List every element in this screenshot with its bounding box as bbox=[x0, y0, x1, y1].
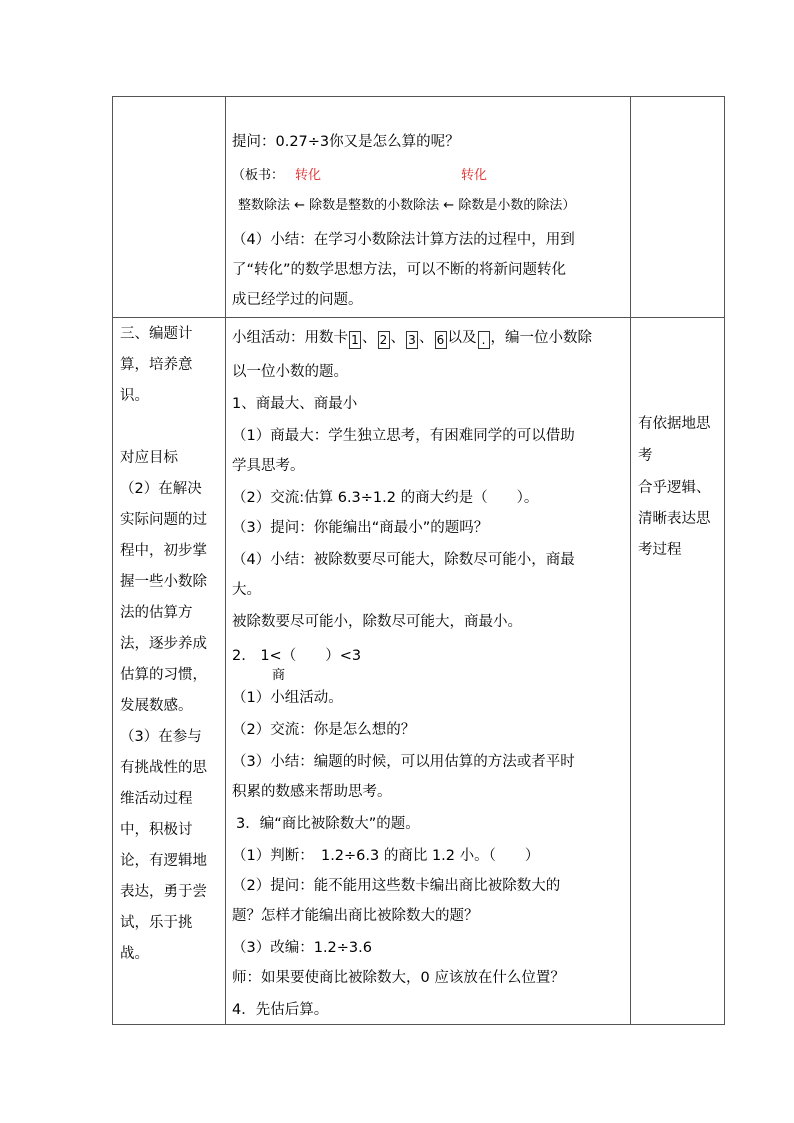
objective-line: 三、编题计 bbox=[120, 326, 193, 342]
objective-line: 中，积极讨 bbox=[120, 822, 193, 838]
objective-line: 维活动过程 bbox=[120, 791, 193, 807]
activity-line-2: 以一位小数的题。 bbox=[232, 364, 348, 380]
section-2-title: 2. 1<（ ）<3 bbox=[232, 648, 362, 664]
section-4-title: 4．先估后算。 bbox=[232, 1002, 329, 1018]
s2-item2: （2）交流：你是怎么想的？ bbox=[232, 722, 416, 738]
section-2-sub: 商 bbox=[272, 668, 286, 683]
section-3-title: 3．编“商比被除数大”的题。 bbox=[236, 816, 420, 832]
objective-line: 论，有逻辑地 bbox=[120, 853, 207, 869]
summary-line-1: （4）小结：在学习小数除法计算方法的过程中，用到 bbox=[232, 232, 575, 248]
summary-line-2: 了“转化”的数学思想方法，可以不断的将新问题转化 bbox=[232, 262, 567, 278]
table-border-left bbox=[112, 96, 113, 1025]
question-line: 提问：0.27÷3你又是怎么算的呢？ bbox=[232, 134, 460, 150]
objective-line: 实际问题的过 bbox=[120, 512, 207, 528]
objective-line: 对应目标 bbox=[120, 450, 178, 466]
s1-item4-b: 大。 bbox=[232, 582, 261, 598]
convert-label-1: 转化 bbox=[295, 168, 322, 183]
number-card-1: 1 bbox=[349, 331, 361, 349]
s2-item3-b: 积累的数感来帮助思考。 bbox=[232, 784, 392, 800]
number-card-6: 6 bbox=[435, 331, 447, 349]
number-card-point: . bbox=[478, 331, 490, 349]
number-card-2: 2 bbox=[378, 331, 390, 349]
s1-item1-a: （1）商最大：学生独立思考，有困难同学的可以借助 bbox=[232, 428, 575, 444]
intent-line: 有依据地思 bbox=[638, 416, 711, 432]
table-border-bottom bbox=[112, 1024, 725, 1025]
objective-line: 法的估算方 bbox=[120, 605, 193, 621]
objective-line: 算，培养意 bbox=[120, 357, 193, 373]
number-card-3: 3 bbox=[406, 331, 418, 349]
table-divider-1 bbox=[225, 96, 226, 1025]
objective-line: （3）在参与 bbox=[120, 729, 202, 745]
objective-line: 识。 bbox=[120, 388, 149, 404]
s2-item1: （1）小组活动。 bbox=[232, 690, 343, 706]
table-divider-2 bbox=[630, 96, 631, 1025]
s1-item5: 被除数要尽可能小，除数尽可能大，商最小。 bbox=[232, 614, 522, 630]
objective-line: 握一些小数除 bbox=[120, 574, 207, 590]
s3-item2-a: （2）提问：能不能用这些数卡编出商比被除数大的 bbox=[232, 878, 561, 894]
s1-item2: （2）交流:估算 6.3÷1.2 的商大约是（ ）。 bbox=[232, 490, 539, 506]
convert-label-2: 转化 bbox=[461, 168, 488, 183]
s3-item3: （3）改编：1.2÷3.6 bbox=[232, 940, 372, 956]
objective-line: 程中，初步掌 bbox=[120, 543, 207, 559]
activity-line: 小组活动：用数卡 1 、 2 、 3 、 6 以及 . ，编一位小数除 bbox=[232, 330, 592, 347]
intent-line: 考 bbox=[638, 448, 653, 464]
objective-line: （2）在解决 bbox=[120, 481, 202, 497]
table-border-top bbox=[112, 96, 725, 97]
table-row-divider bbox=[112, 317, 725, 318]
board-label: （板书： bbox=[232, 168, 285, 183]
objective-line: 发展数感。 bbox=[120, 698, 193, 714]
board-line: 整数除法 ← 除数是整数的小数除法 ← 除数是小数的除法） bbox=[238, 198, 576, 213]
summary-line-3: 成已经学过的问题。 bbox=[232, 292, 363, 308]
objective-line: 法，逐步养成 bbox=[120, 636, 207, 652]
intent-line: 考过程 bbox=[638, 542, 682, 558]
table-border-right bbox=[724, 96, 725, 1025]
s1-item4-a: （4）小结：被除数要尽可能大，除数尽可能小，商最 bbox=[232, 552, 575, 568]
s3-item1: （1）判断： 1.2÷6.3 的商比 1.2 小。（ ） bbox=[232, 848, 540, 864]
s1-item1-b: 学具思考。 bbox=[232, 458, 305, 474]
s3-item2-b: 题？怎样才能编出商比被除数大的题？ bbox=[232, 908, 479, 924]
objective-line: 战。 bbox=[120, 946, 149, 962]
objective-line: 有挑战性的思 bbox=[120, 760, 207, 776]
s3-item4: 师：如果要使商比被除数大，0 应该放在什么位置？ bbox=[232, 970, 565, 986]
s2-item3-a: （3）小结：编题的时候，可以用估算的方法或者平时 bbox=[232, 754, 575, 770]
section-1-title: 1、商最大、商最小 bbox=[232, 396, 358, 412]
objective-line: 估算的习惯， bbox=[120, 667, 207, 683]
objective-line: 试，乐于挑 bbox=[120, 915, 193, 931]
intent-line: 合乎逻辑、 bbox=[638, 480, 711, 496]
intent-line: 清晰表达思 bbox=[638, 511, 711, 527]
objective-line: 表达，勇于尝 bbox=[120, 884, 207, 900]
s1-item3: （3）提问：你能编出“商最小”的题吗？ bbox=[232, 520, 489, 536]
